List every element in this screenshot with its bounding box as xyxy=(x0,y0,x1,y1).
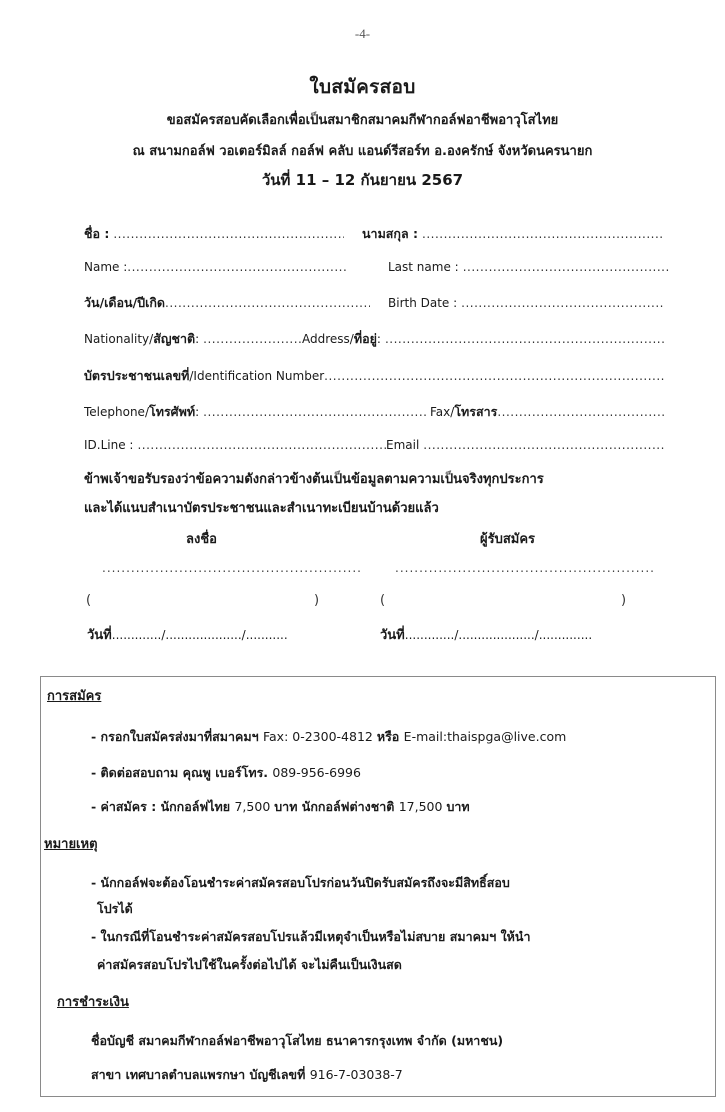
nationality-address-row xyxy=(84,329,664,349)
exam-date: วันที่ 11 – 12 กันยายน 2567 xyxy=(261,171,464,189)
nationality-field[interactable] xyxy=(203,332,302,346)
application-item-fax-email xyxy=(91,727,566,747)
applicant-date-field[interactable]: ............./..................../........... xyxy=(111,628,288,642)
applicant-paren-close: ) xyxy=(314,593,320,608)
nationality-th-label: สัญชาติ xyxy=(153,331,196,346)
last-name-en-field[interactable] xyxy=(463,260,669,274)
receiver-paren-open: ( xyxy=(380,593,386,608)
receiver-signature-field[interactable]: ...................................................... xyxy=(395,561,655,575)
receiver-date-row xyxy=(380,624,592,645)
form-subtitle: ขอสมัครสอบคัดเลือกเพื่อเป็นสมาชิกสมาคมกีฬากอล์ฟอาชีพอาวุโสไทย xyxy=(166,113,559,128)
address-colon: : xyxy=(376,332,381,346)
id-number-field[interactable] xyxy=(324,369,664,383)
application-item-fees xyxy=(91,797,470,817)
declaration-line-1: ข้าพเจ้าขอรับรองว่าข้อความดังกล่าวข้างต้นเป็นข้อมูลตามความเป็นจริงทุกประการ xyxy=(84,472,544,487)
birthdate-en-field[interactable] xyxy=(461,296,664,310)
line-id-label: ID.Line : xyxy=(84,438,134,452)
email-address: E-mail:thaispga@live.com xyxy=(403,729,567,744)
remark-1-line-1: - นักกอล์ฟจะต้องโอนชำระค่าสมัครสอบโปรก่อนวันปิดรับสมัครถึงจะมีสิทธิ์สอบ xyxy=(91,875,510,890)
payment-account-name: ชื่อบัญชี สมาคมกีฬากอล์ฟอาชีพอาวุโสไทย ธนาคารกรุงเทพ จำกัด (มหาชน) xyxy=(91,1033,504,1048)
fee-thai-amount: 7,500 xyxy=(234,799,275,814)
email-field[interactable] xyxy=(423,438,664,452)
nationality-en-label: Nationality/ xyxy=(84,332,154,346)
declaration-line-2: และได้แนบสำเนาบัตรประชาชนและสำเนาทะเบียนบ้านด้วยแล้ว xyxy=(84,501,439,516)
fax-en-label: Fax/ xyxy=(430,405,455,419)
remark-1-line-2: โปรได้ xyxy=(97,901,133,916)
line-id-field[interactable] xyxy=(137,438,386,452)
fax-th-label: โทรสาร xyxy=(454,404,498,419)
payment-heading: การชำระเงิน xyxy=(57,995,129,1010)
telephone-th-label: โทรศัพท์ xyxy=(149,404,196,419)
birthdate-row xyxy=(84,293,664,313)
fee-currency: บาท xyxy=(446,799,470,814)
payment-account-number: 916-7-03038-7 xyxy=(309,1067,403,1082)
english-name-row xyxy=(84,260,669,274)
payment-branch-row xyxy=(91,1065,403,1085)
applicant-signature-label: ลงชื่อ xyxy=(186,532,217,547)
fee-foreign-amount: 17,500 xyxy=(398,799,447,814)
remark-2-line-2: ค่าสมัครสอบโปรไปใช้ในครั้งต่อไปได้ จะไม่คืนเป็นเงินสด xyxy=(97,957,402,972)
receiver-paren-close: ) xyxy=(621,593,627,608)
fee-foreign-label: บาท นักกอล์ฟต่างชาติ xyxy=(274,799,399,814)
id-en-label: /Identification Number xyxy=(189,369,325,383)
id-number-row xyxy=(84,366,664,386)
first-name-th-field[interactable] xyxy=(113,227,344,241)
fee-thai-label: - ค่าสมัคร : นักกอล์ฟไทย xyxy=(91,799,235,814)
receiver-date-field[interactable]: ............./..................../.............. xyxy=(404,628,593,642)
receiver-date-label: วันที่ xyxy=(380,628,405,643)
first-name-en-field[interactable] xyxy=(127,260,346,274)
applicant-date-row xyxy=(87,624,288,645)
telephone-fax-row xyxy=(84,402,664,422)
id-th-label: บัตรประชาชนเลขที่ xyxy=(84,368,190,383)
applicant-signature-field[interactable]: ...................................................... xyxy=(102,561,362,575)
venue-line: ณ สนามกอล์ฟ วอเตอร์มิลล์ กอล์ฟ คลับ แอนด์รีสอร์ท อ.องครักษ์ จังหวัดนครนายก xyxy=(132,144,593,159)
nationality-colon: : xyxy=(195,332,200,346)
fax-number: Fax: 0-2300-4812 xyxy=(262,729,377,744)
fax-field[interactable] xyxy=(497,405,664,419)
remark-2-line-1: - ในกรณีที่โอนชำระค่าสมัครสอบโปรแล้วมีเหตุจำเป็นหรือไม่สบาย สมาคมฯ ให้นำ xyxy=(91,929,531,944)
applicant-paren-open: ( xyxy=(86,593,92,608)
address-en-label: Address/ xyxy=(302,332,354,346)
info-box xyxy=(40,676,716,1097)
birthdate-th-field[interactable] xyxy=(165,296,370,310)
address-field[interactable] xyxy=(385,332,664,346)
birthdate-en-label: Birth Date : xyxy=(388,296,458,310)
last-name-en-label: Last name : xyxy=(388,260,459,274)
payment-branch: สาขา เทศบาลตำบลแพรกษา บัญชีเลขที่ xyxy=(91,1067,310,1082)
or-text: หรือ xyxy=(376,729,404,744)
last-name-th-label: นามสกุล : xyxy=(362,226,419,241)
page-number: -4- xyxy=(354,26,371,41)
application-heading: การสมัคร xyxy=(47,689,102,704)
contact-text: - ติดต่อสอบถาม คุณพู เบอร์โทร. xyxy=(91,765,273,780)
form-title: ใบสมัครสอบ xyxy=(309,76,416,98)
line-email-row xyxy=(84,438,664,452)
first-name-th-label: ชื่อ : xyxy=(84,226,110,241)
first-name-en-label: Name : xyxy=(84,260,128,274)
application-item-contact xyxy=(91,763,361,783)
contact-phone: 089-956-6996 xyxy=(272,765,361,780)
telephone-field[interactable] xyxy=(203,405,426,419)
remarks-heading: หมายเหตุ xyxy=(44,837,98,852)
email-label: Email xyxy=(386,438,420,452)
telephone-colon: : xyxy=(195,405,200,419)
application-item-text: - กรอกใบสมัครส่งมาที่สมาคมฯ xyxy=(91,729,263,744)
birthdate-th-label: วัน/เดือน/ปีเกิด xyxy=(84,295,166,310)
thai-name-row xyxy=(84,224,664,244)
last-name-th-field[interactable] xyxy=(422,227,664,241)
applicant-date-label: วันที่ xyxy=(87,628,112,643)
receiver-signature-label: ผู้รับสมัคร xyxy=(480,532,536,547)
telephone-en-label: Telephone/ xyxy=(84,405,149,419)
address-th-label: ที่อยู่ xyxy=(353,331,377,346)
